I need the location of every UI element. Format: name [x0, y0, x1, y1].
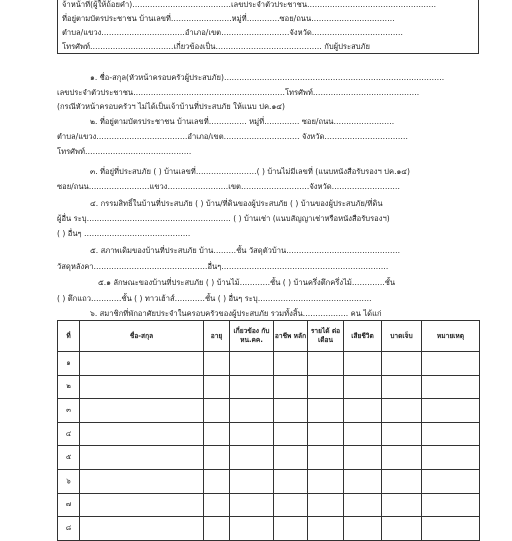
table-cell[interactable] — [344, 399, 382, 423]
table-cell[interactable] — [80, 493, 204, 517]
table-cell[interactable] — [308, 469, 344, 493]
row-number: ๑ — [58, 352, 80, 376]
table-cell[interactable] — [308, 422, 344, 446]
table-cell[interactable] — [274, 352, 308, 376]
table-cell[interactable] — [80, 352, 204, 376]
table-cell[interactable] — [382, 399, 422, 423]
table-cell[interactable] — [230, 399, 274, 423]
section5-1-type-line: ๕.๑ ลักษณะของบ้านที่ประสบภัย ( ) บ้านไม้…………ชั้น ( ) บ้านครึ่งตึกครึ่งไม้………….ชั้น — [98, 278, 396, 287]
section4-other-line: ( ) อื่นๆ …………………………………… — [57, 229, 191, 238]
table-cell[interactable] — [422, 493, 480, 517]
row-number: ๘ — [58, 517, 80, 541]
table-cell[interactable] — [382, 493, 422, 517]
table-cell[interactable] — [344, 493, 382, 517]
header-occupation: อาชีพ หลัก — [274, 321, 308, 352]
table-cell[interactable] — [344, 352, 382, 376]
table-cell[interactable] — [422, 517, 480, 541]
table-cell[interactable] — [382, 469, 422, 493]
table-cell[interactable] — [422, 469, 480, 493]
table-cell[interactable] — [80, 422, 204, 446]
table-cell[interactable] — [204, 422, 230, 446]
table-cell[interactable] — [230, 352, 274, 376]
table-row — [58, 469, 480, 493]
table-cell[interactable] — [204, 352, 230, 376]
section4-ownership-line: ๔. กรรมสิทธิ์ในบ้านที่ประสบภัย ( ) บ้าน/ที่ดินของผู้ประสบภัย ( ) บ้านของผู้ประสบภัย/ที่ดิน — [90, 199, 383, 208]
section1-name-line: ๑. ชื่อ-สกุล(หัวหน้าครอบครัวผู้ประสบภัย)…………………………………………………………………………… — [90, 73, 445, 82]
table-cell[interactable] — [382, 375, 422, 399]
header-line-4: โทรศัพท์……………………………เกี่ยวข้องเป็น…………………………………… กับผู้ประสบภัย — [62, 42, 370, 51]
table-row — [58, 352, 480, 376]
table-cell[interactable] — [230, 517, 274, 541]
table-cell[interactable] — [274, 493, 308, 517]
header-line-1: จ้าหน้าที่(ผู้ให้ถ้อยคำ)…………………………………เลขประจำตัวประชาชน…………………………………………… — [62, 0, 437, 9]
table-row — [58, 493, 480, 517]
table-cell[interactable] — [344, 446, 382, 470]
section2-phone-line: โทรศัพท์…………………………………… — [57, 147, 192, 156]
header-name: ชื่อ-สกุล — [80, 321, 204, 352]
table-cell[interactable] — [230, 422, 274, 446]
table-cell[interactable] — [344, 422, 382, 446]
table-cell[interactable] — [308, 446, 344, 470]
header-line-2: ที่อยู่ตามบัตรประชาชน บ้านเลขที่……………………หมู่ที่………….ซอย/ถนน…………………………… — [62, 14, 395, 23]
table-cell[interactable] — [230, 469, 274, 493]
table-cell[interactable] — [382, 517, 422, 541]
table-row — [58, 422, 480, 446]
table-cell[interactable] — [308, 517, 344, 541]
table-cell[interactable] — [382, 352, 422, 376]
section3-street-line: ซอย/ถนน……………………แขวง……………………เขต………………………จังหวัด……………………… — [57, 182, 401, 191]
table-header-row — [58, 321, 480, 352]
header-deceased: เสียชีวิต — [344, 321, 382, 352]
row-number: ๖ — [58, 469, 80, 493]
section6-members-line: ๖. สมาชิกที่พักอาศัยประจำในครอบครัวของผู้ประสบภัย รวมทั้งสิ้น……………… คน ได้แก่ — [90, 309, 382, 318]
section2-address-line: ๒. ที่อยู่ตามบัตรประชาชน บ้านเลขที่…………… หมู่ที่………….. ซอย/ถนน…………………… — [90, 117, 395, 126]
table-cell[interactable] — [204, 493, 230, 517]
section3-location-line: ๓. ที่อยู่ที่ประสบภัย ( ) บ้านเลขที่……………………( ) บ้านไม่มีเลขที่ (แนบหนังสือรับรองฯ ปค.๑๔) — [90, 167, 411, 176]
section5-roof-line: วัสดุหลังคา………………………………………อื่นๆ………………………………………………………… — [57, 262, 389, 271]
header-remark: หมายเหตุ — [422, 321, 480, 352]
table-cell[interactable] — [274, 422, 308, 446]
section1-id-line: เลขประจำตัวประชาชน……………………………………………………โทรศัพท์…………………………………… — [57, 88, 420, 97]
table-cell[interactable] — [230, 446, 274, 470]
table-cell[interactable] — [274, 469, 308, 493]
table-row — [58, 399, 480, 423]
row-number: ๕ — [58, 446, 80, 470]
table-cell[interactable] — [230, 493, 274, 517]
header-injured: บาดเจ็บ — [382, 321, 422, 352]
table-cell[interactable] — [382, 446, 422, 470]
row-number: ๗ — [58, 493, 80, 517]
table-cell[interactable] — [422, 375, 480, 399]
table-cell[interactable] — [274, 375, 308, 399]
table-cell[interactable] — [308, 399, 344, 423]
header-age: อายุ — [204, 321, 230, 352]
table-cell[interactable] — [274, 399, 308, 423]
table-cell[interactable] — [422, 352, 480, 376]
table-row — [58, 375, 480, 399]
table-cell[interactable] — [80, 399, 204, 423]
header-income: รายได้ ต่อเดือน — [308, 321, 344, 352]
table-cell[interactable] — [80, 517, 204, 541]
header-no: ที่ — [58, 321, 80, 352]
table-cell[interactable] — [274, 517, 308, 541]
table-cell[interactable] — [422, 446, 480, 470]
table-cell[interactable] — [204, 375, 230, 399]
table-cell[interactable] — [344, 375, 382, 399]
table-cell[interactable] — [80, 469, 204, 493]
table-cell[interactable] — [230, 375, 274, 399]
table-row — [58, 517, 480, 541]
members-table — [57, 320, 480, 541]
table-cell[interactable] — [344, 469, 382, 493]
table-cell[interactable] — [274, 446, 308, 470]
table-cell[interactable] — [308, 352, 344, 376]
section1-note: (กรณีหัวหน้าครอบครัวฯ ไม่ได้เป็นเจ้าบ้านที่ประสบภัย ให้แนบ ปค.๑๔) — [57, 102, 286, 111]
table-cell[interactable] — [204, 446, 230, 470]
row-number: ๓ — [58, 399, 80, 423]
table-cell[interactable] — [80, 375, 204, 399]
row-number: ๒ — [58, 375, 80, 399]
table-cell[interactable] — [308, 493, 344, 517]
section5-house-line: ๕. สภาพเดิมของบ้านที่ประสบภัย บ้าน………ชั้น วัสดุตัวบ้าน……………………………………… — [90, 246, 401, 255]
table-cell[interactable] — [308, 375, 344, 399]
table-cell[interactable] — [204, 517, 230, 541]
row-number: ๔ — [58, 422, 80, 446]
table-cell[interactable] — [422, 399, 480, 423]
table-cell[interactable] — [80, 446, 204, 470]
table-cell[interactable] — [204, 469, 230, 493]
table-cell[interactable] — [422, 422, 480, 446]
section2-district-line: ตำบล/แขวง………………………………อำเภอ/เขต………………………… จังหวัด…………………………… — [57, 132, 408, 141]
table-cell[interactable] — [204, 399, 230, 423]
header-relation: เกี่ยวข้อง กับ หน.คค. — [230, 321, 274, 352]
section4-other-owner-line: ผู้อื่น ระบุ………………………………………………… ( ) บ้านเช่า (แนบสัญญาเช่าหรือหนังสือรับรองฯ) — [57, 214, 390, 223]
table-cell[interactable] — [344, 517, 382, 541]
table-cell[interactable] — [382, 422, 422, 446]
section5-1-other-line: ( ) ตึกแถว…………ชั้น ( ) ทาวเฮ้าส์…………ชั้น ( ) อื่นๆ ระบุ……………………………………… — [57, 294, 372, 303]
table-row — [58, 446, 480, 470]
header-line-3: ตำบล/แขวง……………………………อำเภอ/เขต………………………จังหวัด……………………………… — [62, 28, 403, 37]
